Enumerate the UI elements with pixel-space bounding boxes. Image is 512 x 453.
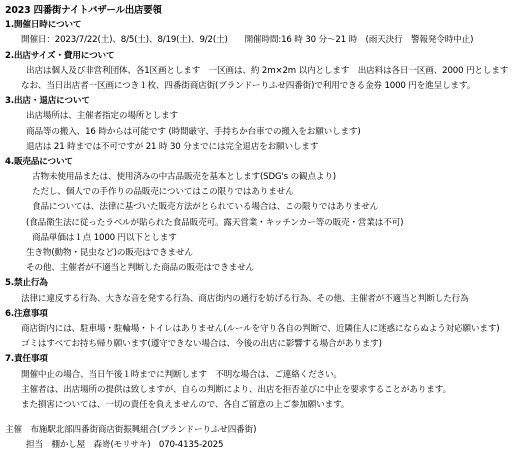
- spacer: [5, 413, 508, 423]
- organizer-line: 主催 布施駅北部四番街商店街振興組合(ブランドーりふせ四番街): [5, 425, 257, 436]
- section-4-line: 古物未使用品または、使用済みの中古品販売を基本とします(SDG's の観点より): [32, 172, 337, 183]
- document-title: 2023 四番街ナイトバザール出店要領: [5, 5, 162, 16]
- section-3-line: 商品等の搬入、16 時からは可能です (時間厳守、手持ちか台車での搬入をお願いします): [26, 126, 361, 137]
- contact-line: 担当 棚かし屋 森嵜(モリサキ) 070-4135-2025: [26, 440, 224, 451]
- section-4-heading: 4.販売品について: [5, 156, 73, 167]
- section-4-line: 生き物(動物・昆虫など)の販売はできません: [26, 248, 193, 258]
- section-7-heading: 7.責任事項: [5, 354, 48, 365]
- section-7-line: 主催者は、出店場所の提供は致しますが、自らの判断により、出店を拒否並びに中止を要求することがあります。: [21, 384, 451, 395]
- section-4-line: ただし、個人での手作りの品販売についてはこの限りではありません: [32, 187, 294, 198]
- section-3-heading: 3.出店・退店について: [5, 96, 90, 107]
- section-3-line: 出店場所は、主催者指定の場所とします: [26, 111, 178, 122]
- section-3-line: 退店は 21 時までは不可ですが 21 時 30 分までには完全退店をお願いします: [26, 141, 319, 152]
- section-4-line: 食品については、法律に基づいた販売方法がとられている場合は、この限りではありません: [32, 202, 379, 213]
- section-2-line: 出店は個人及び非営利団体、各1区画とします 一区画は、約 2m×2m 以内とします 出店料は各日一区画、2000 円とします: [26, 65, 508, 76]
- section-6-line: 商店街内には、駐車場・駐輪場・トイレはありません(ルールを守り各自の判断で、近隣住人に迷惑にならぬよう対応願います): [21, 323, 500, 334]
- section-7-line: 開催中止の場合、当日午後１時までに判断します 不明な場合は、ご連絡ください。: [21, 369, 342, 380]
- section-4-line: 商品単価は１点 1000 円以下とします: [32, 232, 177, 243]
- section-7-line: また損害については、一切の責任を負えませんので、各自ご留意の上ご参加願います。: [21, 399, 350, 410]
- section-4-line: その他、主催者が不適当と判断した商品の販売はできません: [26, 263, 254, 274]
- section-2-heading: 2.出店サイズ・費用について: [5, 50, 115, 61]
- section-5-heading: 5.禁止行為: [5, 278, 48, 289]
- section-1-line: 開催日：2023/7/22(土)、8/5(土)、8/19(土)、9/2(土) 開催時間:16 時 30 分～21 時 (雨天決行 警報発令時中止): [21, 35, 474, 46]
- section-1-heading: 1.開催日時について: [5, 20, 82, 31]
- section-4-line: (食品衛生法に従ったラベルが貼られた食品販売可。露天営業・キッチンカー等の販売・営業は不可): [26, 217, 404, 228]
- section-6-heading: 6.注意事項: [5, 308, 48, 319]
- section-2-line: なお、当日出店者一区画につき１枚、四番街商店街(ブランドーりふせ四番街)で利用できる金券 1000 円を進呈します。: [21, 80, 476, 91]
- section-5-line: 法律に違反する行為、大きな音を発する行為、商店街内の通行を妨げる行為、その他、主催者が不適当と判断した行為: [21, 293, 469, 304]
- section-6-line: ゴミはすべてお持ち帰り願います(遵守できない場合は、今後の出店に影響する場合があります): [21, 339, 382, 350]
